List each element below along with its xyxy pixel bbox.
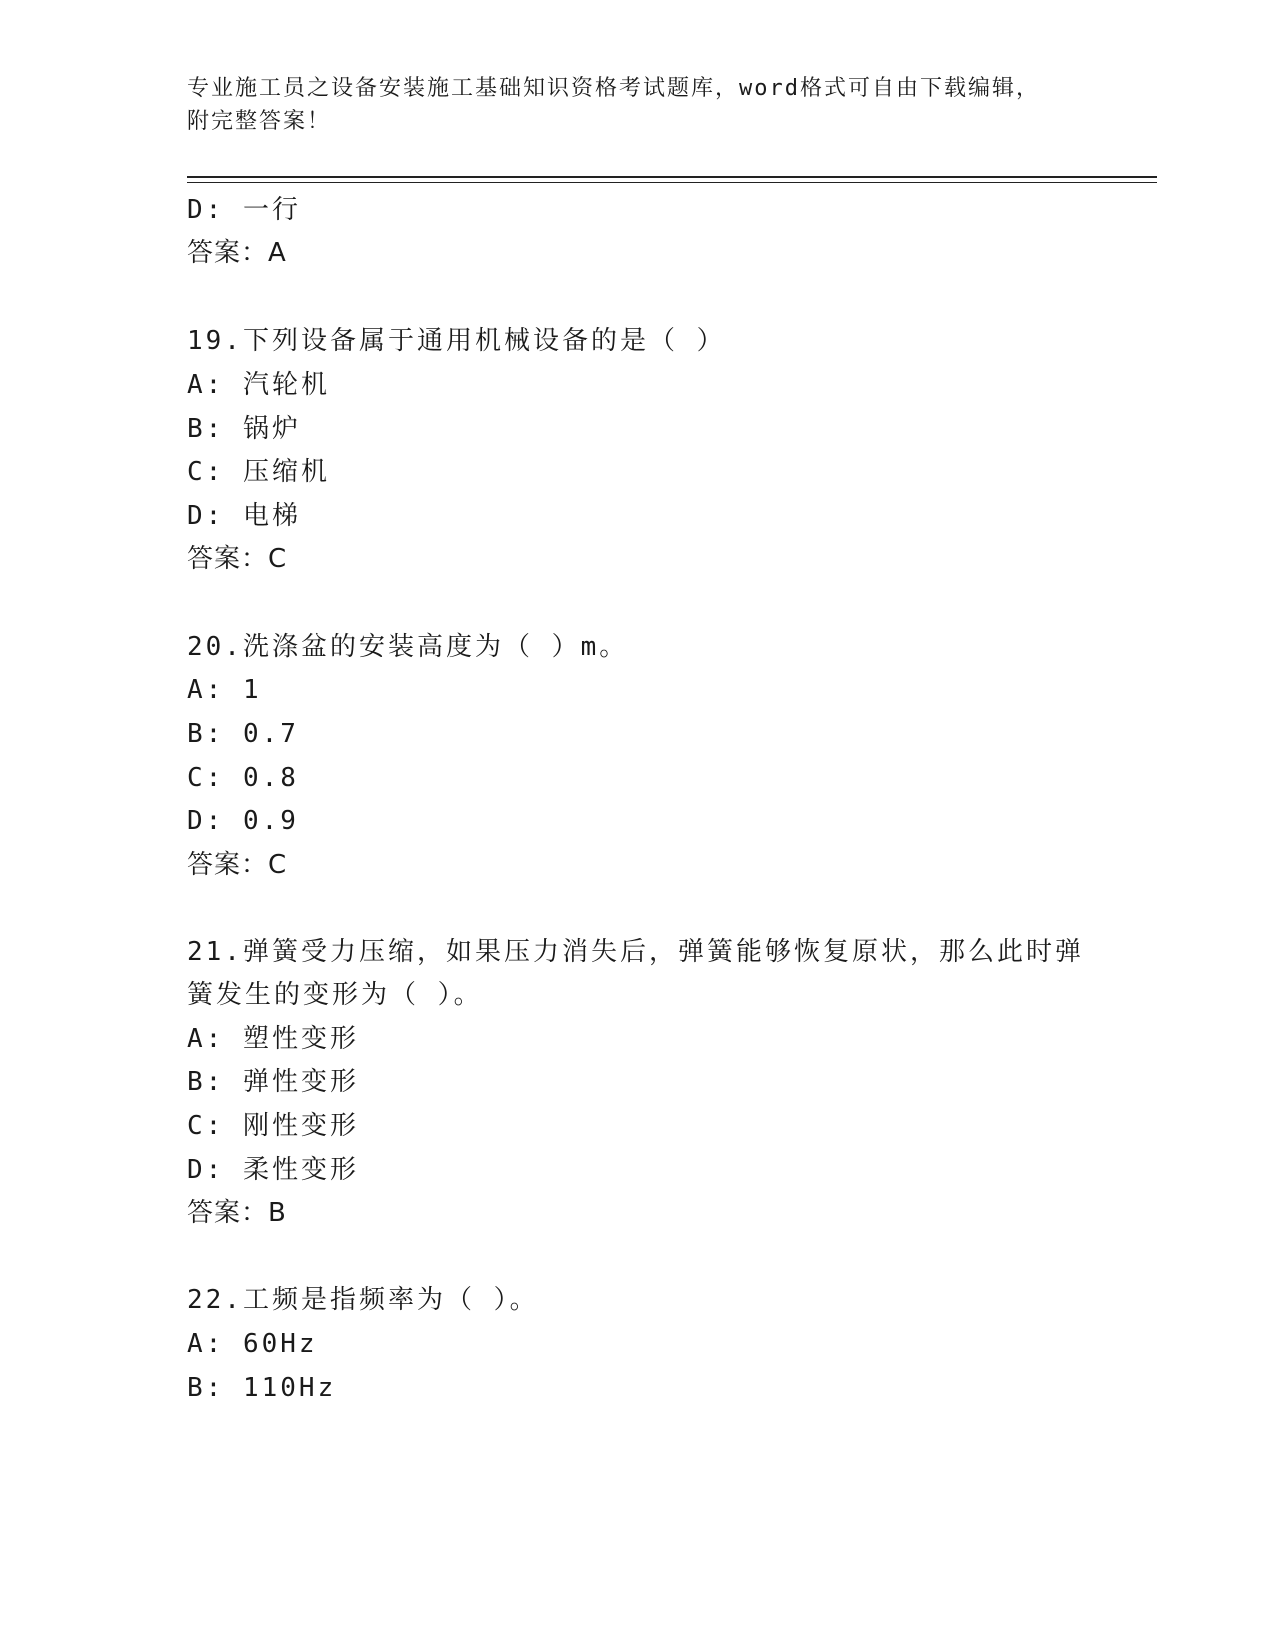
q20-stem: 20.洗涤盆的安装高度为（ ）m。: [187, 632, 629, 662]
q19-option-c: C: 压缩机: [187, 457, 330, 487]
header-line-2: 附完整答案！: [187, 109, 332, 134]
header-line-1: 专业施工员之设备安装施工基础知识资格考试题库，word格式可自由下载编辑，: [187, 76, 1040, 101]
q22-option-b: B: 110Hz: [187, 1373, 337, 1403]
q19-option-d: D: 电梯: [187, 501, 301, 531]
q21-option-c: C: 刚性变形: [187, 1111, 359, 1141]
q21-stem-line-1: 21.弹簧受力压缩，如果压力消失后，弹簧能够恢复原状，那么此时弹: [187, 937, 1084, 967]
q20-option-a: A: 1: [187, 675, 262, 705]
q21-option-a: A: 塑性变形: [187, 1024, 359, 1054]
prev-option-d: D: 一行: [187, 195, 301, 225]
q20-answer: 答案：C: [187, 850, 288, 880]
header-divider-thick: [187, 176, 1157, 178]
q21-option-d: D: 柔性变形: [187, 1155, 359, 1185]
q19-stem: 19.下列设备属于通用机械设备的是（ ）: [187, 326, 726, 356]
document-header: [187, 72, 1087, 138]
q20-option-b: B: 0.7: [187, 719, 299, 749]
q19-answer: 答案：C: [187, 544, 288, 574]
header-divider-thin: [187, 182, 1157, 183]
q20-option-d: D: 0.9: [187, 806, 299, 836]
q20-option-c: C: 0.8: [187, 763, 299, 793]
q22-option-a: A: 60Hz: [187, 1329, 318, 1359]
q21-answer: 答案：B: [187, 1198, 287, 1228]
q21-stem-line-2: 簧发生的变形为（ ）。: [187, 980, 483, 1010]
q19-option-a: A: 汽轮机: [187, 370, 330, 400]
q21-option-b: B: 弹性变形: [187, 1067, 359, 1097]
q22-stem: 22.工频是指频率为（ ）。: [187, 1285, 539, 1315]
q19-option-b: B: 锅炉: [187, 414, 301, 444]
prev-answer: 答案：A: [187, 238, 287, 268]
